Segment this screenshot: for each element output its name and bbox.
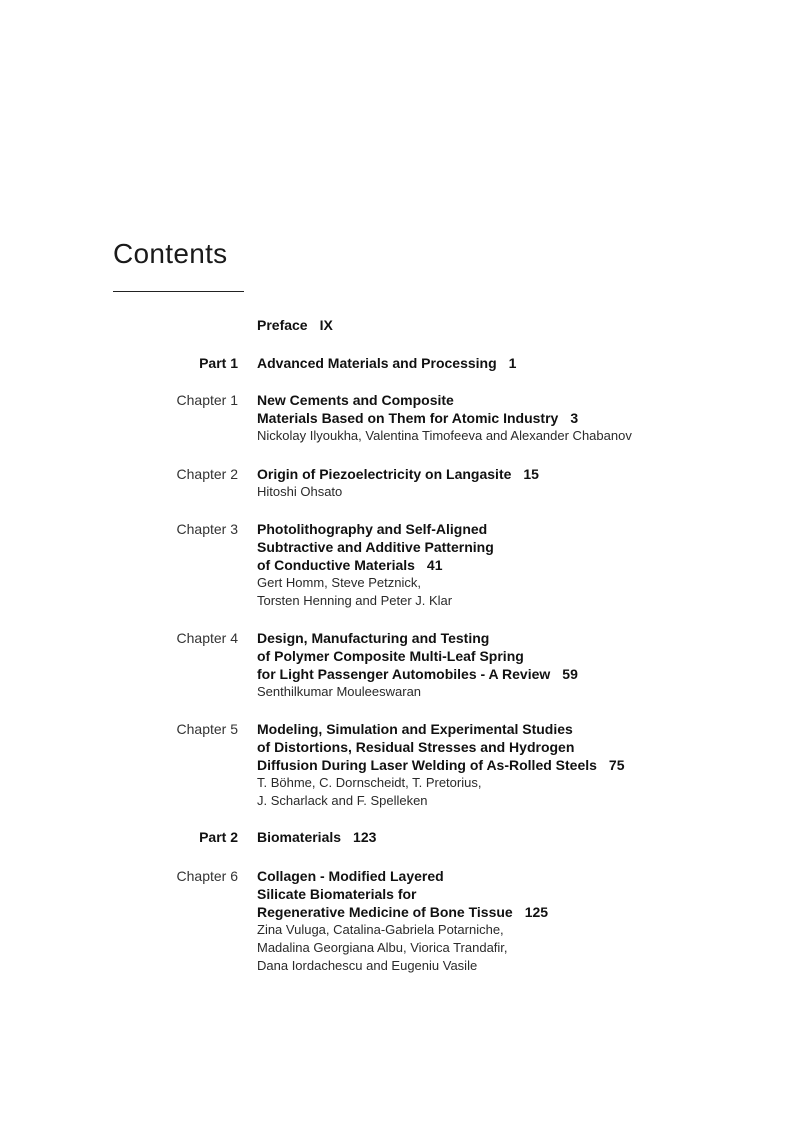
entry-title-line[interactable] [257,828,787,846]
entry-title-text: of Polymer Composite Multi-Leaf Spring [257,648,524,664]
entry-title-line[interactable] [257,354,787,372]
entry-title-text: Collagen - Modified Layered [257,868,444,884]
toc-entry-body [257,629,787,701]
page-number[interactable]: 123 [353,829,377,845]
author-line: J. Scharlack and F. Spelleken [257,793,428,808]
entry-title-line[interactable] [257,647,787,665]
entry-title-line[interactable] [257,738,787,756]
entry-title-text: of Distortions, Residual Stresses and Hydrogen [257,739,575,755]
entry-title-text: Silicate Biomaterials for [257,886,417,902]
entry-title-text: Diffusion During Laser Welding of As-Rolled Steels [257,757,597,773]
entry-title-line[interactable] [257,867,787,885]
author-line: Hitoshi Ohsato [257,484,343,499]
entry-title-line[interactable] [257,520,787,538]
author-line: Nickolay Ilyoukha, Valentina Timofeeva and Alexander Chabanov [257,428,632,443]
chapter-label: Chapter 3 [176,521,238,537]
entry-title-text: Advanced Materials and Processing [257,355,497,371]
author-line: Dana Iordachescu and Eugeniu Vasile [257,958,478,973]
entry-title-line[interactable] [257,720,787,738]
chapter-label: Chapter 5 [176,721,238,737]
entry-title-text: Modeling, Simulation and Experimental Studies [257,721,573,737]
author-line: Madalina Georgiana Albu, Viorica Trandafir, [257,940,508,955]
part-label: Part 1 [199,355,238,371]
entry-title-line[interactable] [257,885,787,903]
toc-entry-body [257,354,787,372]
toc-entry-body [257,867,787,975]
entry-title-line[interactable] [257,665,787,683]
toc-entry-body [257,828,787,846]
heading-underline [113,291,244,292]
entry-title-text: Design, Manufacturing and Testing [257,630,490,646]
toc-entry-body [257,391,787,445]
author-line: Gert Homm, Steve Petznick, [257,575,421,590]
entry-title-line[interactable] [257,391,787,409]
toc-entry-body [257,720,787,810]
author-line: T. Böhme, C. Dornscheidt, T. Pretorius, [257,775,482,790]
entry-title-line[interactable] [257,756,787,774]
page-number[interactable]: 1 [508,355,517,371]
entry-title-line[interactable] [257,316,787,334]
entry-title-line[interactable] [257,465,787,483]
page-number[interactable]: 75 [608,757,625,773]
page-number[interactable]: 125 [524,904,549,920]
author-line: Torsten Henning and Peter J. Klar [257,593,453,608]
chapter-label: Chapter 2 [176,466,238,482]
toc-entry-body [257,316,787,334]
entry-title-text: Origin of Piezoelectricity on Langasite [257,466,512,482]
entry-title-text: for Light Passenger Automobiles - A Review [257,666,551,682]
toc-entry-body [257,465,787,501]
page-number[interactable]: 3 [570,410,579,426]
entry-title-line[interactable] [257,556,787,574]
entry-title-text: of Conductive Materials [257,557,415,573]
page-number[interactable]: 15 [523,466,539,482]
toc-entry-body [257,520,787,610]
chapter-label: Chapter 4 [176,630,238,646]
entry-title-text: Photolithography and Self-Aligned [257,521,488,537]
entry-title-text: Regenerative Medicine of Bone Tissue [257,904,513,920]
entry-title-line[interactable] [257,629,787,647]
chapter-label: Chapter 1 [176,392,238,408]
page-number[interactable]: 59 [562,666,578,682]
entry-title-text: Materials Based on Them for Atomic Industry [257,410,559,426]
page-title: Contents [113,238,228,269]
page-number[interactable]: 41 [426,557,443,573]
entry-title-text: Preface [257,317,308,333]
entry-title-text: New Cements and Composite [257,392,454,408]
author-line: Zina Vuluga, Catalina-Gabriela Potarniche, [257,922,504,937]
entry-title-line[interactable] [257,903,787,921]
entry-title-text: Biomaterials [257,829,342,845]
entry-title-text: Subtractive and Additive Patterning [257,539,494,555]
page-number[interactable]: IX [319,317,333,333]
entry-title-line[interactable] [257,538,787,556]
chapter-label: Chapter 6 [176,868,238,884]
entry-title-line[interactable] [257,409,787,427]
author-line: Senthilkumar Mouleeswaran [257,684,422,699]
part-label: Part 2 [199,829,238,845]
